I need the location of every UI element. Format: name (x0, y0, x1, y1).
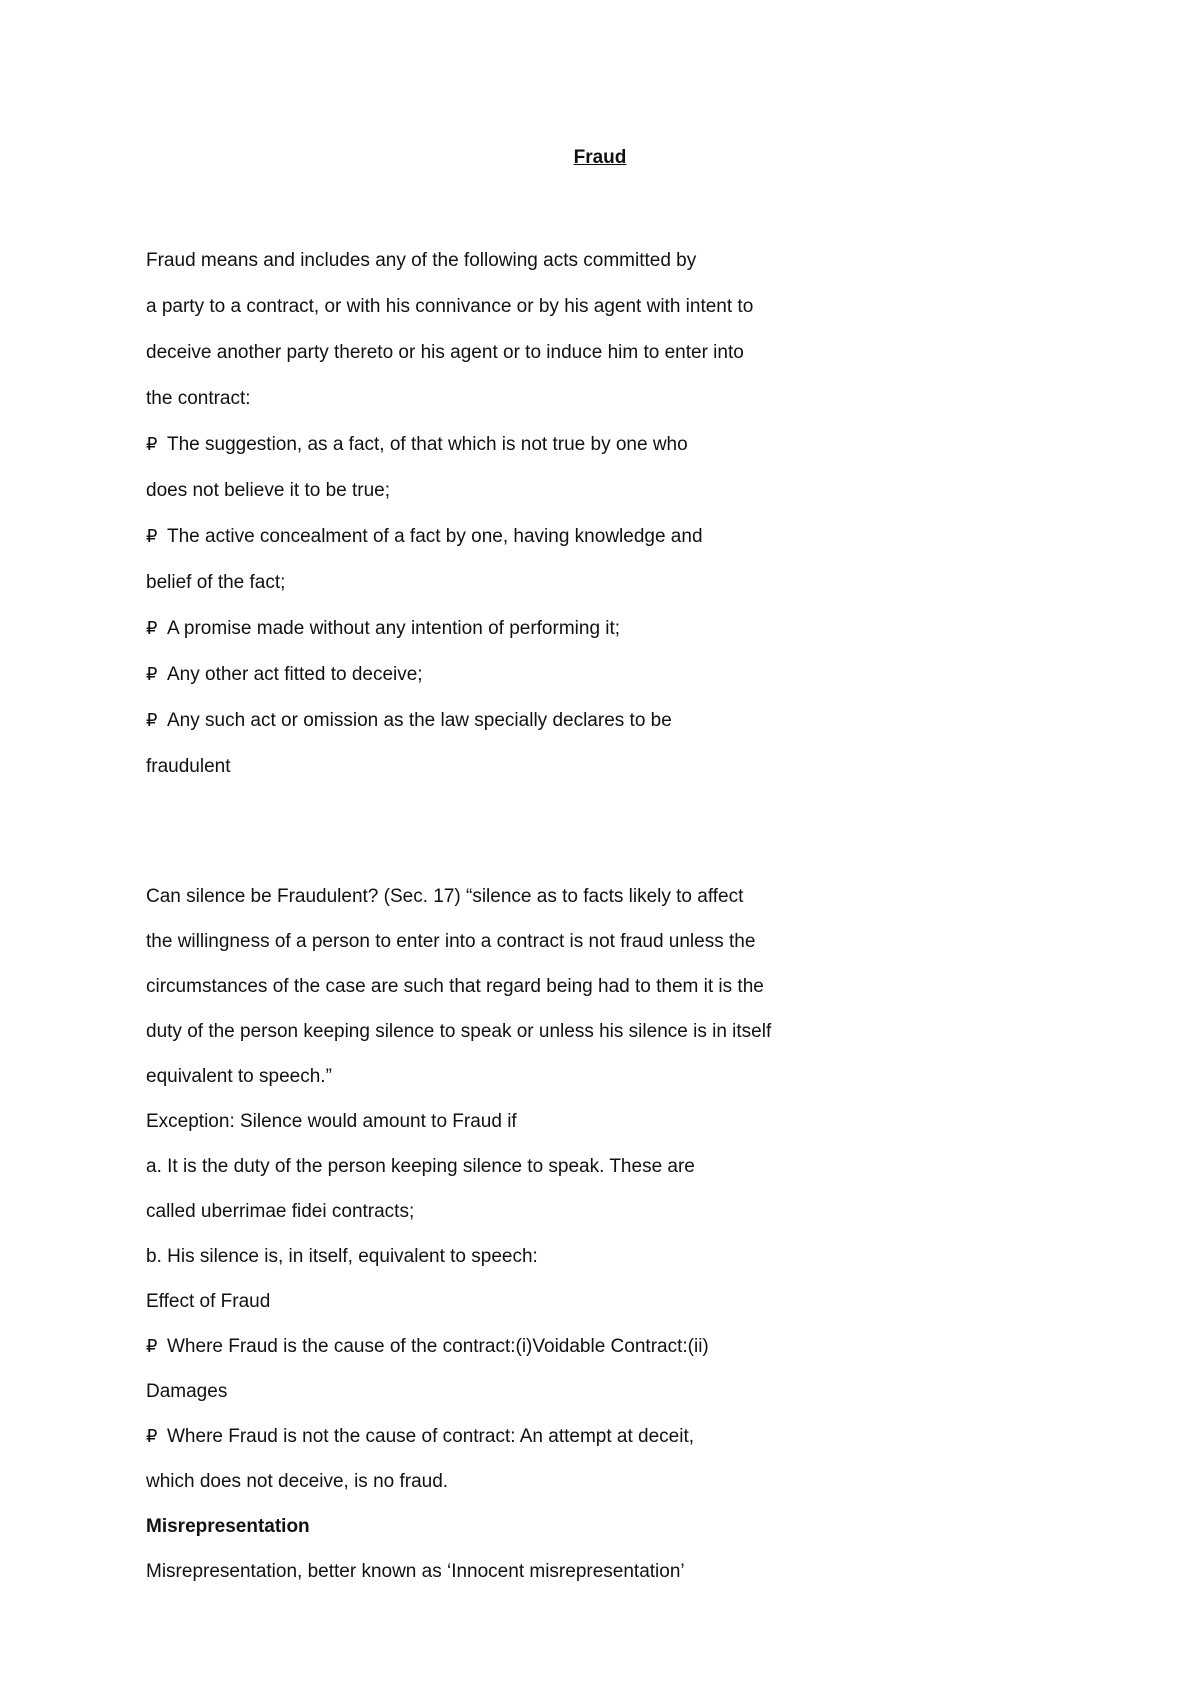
text-line: duty of the person keeping silence to speak or unless his silence is in itself (146, 1021, 772, 1042)
text-line: belief of the fact; (146, 572, 286, 593)
bullet-item-text: The suggestion, as a fact, of that which is not true by one who (167, 434, 688, 455)
bullet-glyph: ₽ (146, 1336, 158, 1357)
text-line: the willingness of a person to enter into a contract is not fraud unless the (146, 931, 756, 952)
bullet-item (146, 514, 1046, 560)
text-line: which does not deceive, is no fraud. (146, 1471, 449, 1492)
text-line: a party to a contract, or with his connivance or by his agent with intent to (146, 296, 754, 317)
bullet-item-text: Where Fraud is the cause of the contract:(i)Voidable Contract:(ii) (167, 1336, 709, 1357)
blank-line-spacer (146, 832, 1046, 874)
text-line: Exception: Silence would amount to Fraud if (146, 1111, 517, 1132)
blank-line (146, 790, 1046, 832)
bullet-glyph: ₽ (146, 710, 158, 731)
bullet-item-text: Any such act or omission as the law specially declares to be (167, 710, 672, 731)
bullet-glyph: ₽ (146, 434, 158, 455)
text-line: does not believe it to be true; (146, 480, 390, 501)
bullet-item (146, 1414, 1046, 1459)
text-line: the contract: (146, 388, 251, 409)
text-line: circumstances of the case are such that regard being had to them it is the (146, 976, 764, 997)
text-line: fraudulent (146, 756, 231, 777)
text-line: a. It is the duty of the person keeping silence to speak. These are (146, 1156, 695, 1177)
document-body (146, 238, 1046, 1594)
text-line: called uberrimae fidei contracts; (146, 1201, 415, 1222)
text-line: Can silence be Fraudulent? (Sec. 17) “silence as to facts likely to affect (146, 886, 744, 907)
bullet-item (146, 698, 1046, 744)
bullet-item (146, 606, 1046, 652)
text-line: b. His silence is, in itself, equivalent to speech: (146, 1246, 538, 1267)
bullet-glyph: ₽ (146, 1426, 158, 1447)
text-line: deceive another party thereto or his agent or to induce him to enter into (146, 342, 744, 363)
text-line: Misrepresentation, better known as ‘Innocent misrepresentation’ (146, 1561, 685, 1582)
text-line: equivalent to speech.” (146, 1066, 332, 1087)
bullet-glyph: ₽ (146, 664, 158, 685)
bullet-item-text: Any other act fitted to deceive; (167, 664, 423, 685)
bullet-glyph: ₽ (146, 526, 158, 547)
bullet-item-text: A promise made without any intention of performing it; (167, 618, 621, 639)
bullet-item-text: The active concealment of a fact by one, having knowledge and (167, 526, 703, 547)
text-line: Fraud means and includes any of the following acts committed by (146, 250, 697, 271)
bullet-item (146, 652, 1046, 698)
bullet-glyph: ₽ (146, 618, 158, 639)
text-line: Damages (146, 1381, 228, 1402)
bullet-item (146, 422, 1046, 468)
bullet-item (146, 1324, 1046, 1369)
bullet-item-text: Where Fraud is not the cause of contract: An attempt at deceit, (167, 1426, 694, 1447)
section-heading: Effect of Fraud (146, 1291, 271, 1312)
document-title: Fraud (573, 147, 627, 168)
section-heading-bold: Misrepresentation (146, 1516, 310, 1537)
